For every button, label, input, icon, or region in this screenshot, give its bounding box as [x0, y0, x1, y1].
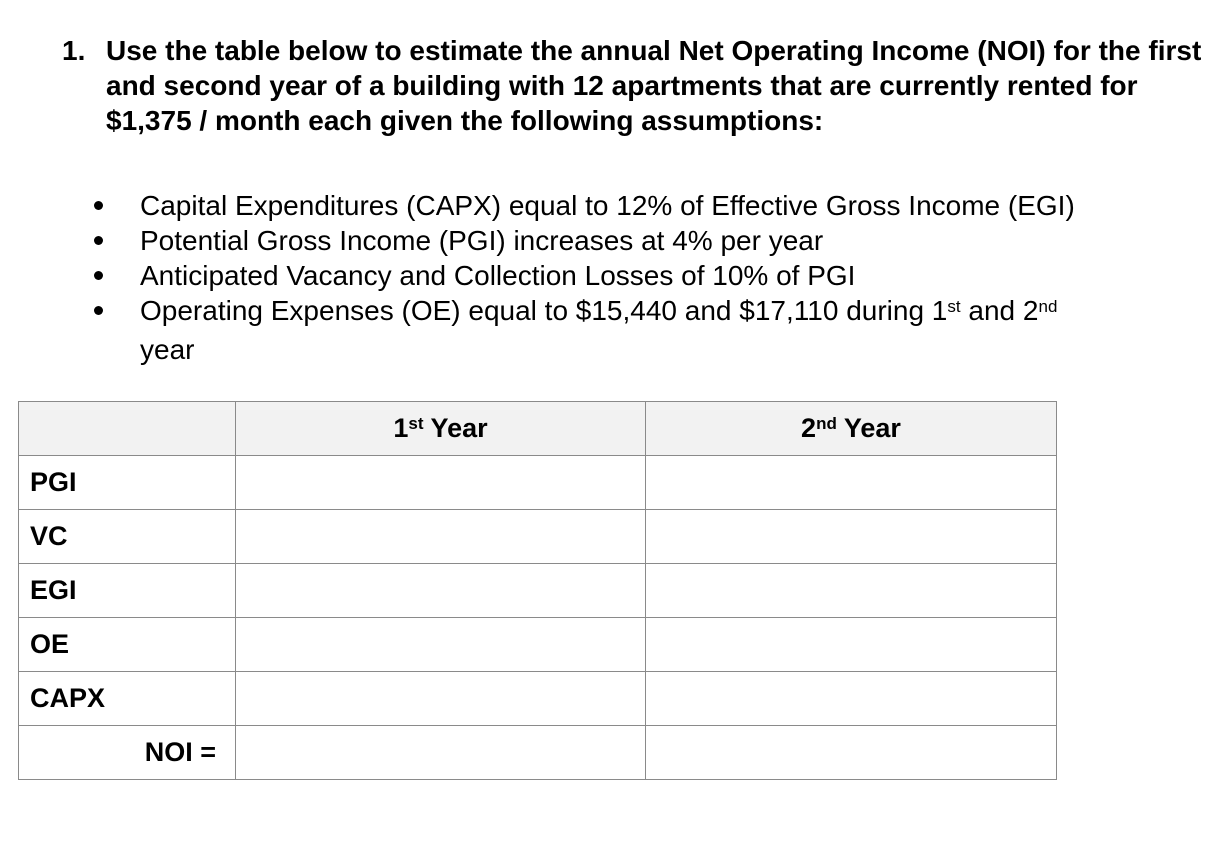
- assumption-pgi: Potential Gross Income (PGI) increases at 4% per year: [140, 225, 824, 256]
- cell-egi-year-1[interactable]: [236, 564, 646, 618]
- noi-table: [18, 401, 1057, 780]
- row-label-capx: CAPX: [19, 672, 236, 726]
- header-year-2-sup: nd: [816, 414, 837, 433]
- table-row: [19, 510, 1057, 564]
- assumption-item: [92, 293, 1192, 367]
- cell-oe-year-1[interactable]: [236, 618, 646, 672]
- assumption-capx: Capital Expenditures (CAPX) equal to 12% of Effective Gross Income (EGI): [140, 190, 1075, 221]
- assumption-item: [92, 223, 1192, 258]
- cell-oe-year-2[interactable]: [646, 618, 1057, 672]
- table-header-row: [19, 402, 1057, 456]
- cell-pgi-year-1[interactable]: [236, 456, 646, 510]
- cell-pgi-year-2[interactable]: [646, 456, 1057, 510]
- header-year-1-sup: st: [408, 414, 424, 433]
- assumptions-list: [92, 188, 1192, 367]
- bullet-icon: [94, 271, 103, 280]
- question: [62, 33, 1202, 138]
- assumption-oe-b: and 2: [960, 295, 1039, 326]
- row-label-noi: NOI =: [19, 726, 236, 780]
- question-number: 1.: [62, 35, 86, 66]
- cell-vc-year-2[interactable]: [646, 510, 1057, 564]
- row-label-oe: OE: [19, 618, 236, 672]
- bullet-icon: [94, 306, 103, 315]
- assumption-oe-sup-b: nd: [1038, 297, 1058, 316]
- header-year-2: [646, 402, 1057, 456]
- cell-capx-year-1[interactable]: [236, 672, 646, 726]
- cell-noi-year-2[interactable]: [646, 726, 1057, 780]
- bullet-icon: [94, 236, 103, 245]
- cell-vc-year-1[interactable]: [236, 510, 646, 564]
- row-label-egi: EGI: [19, 564, 236, 618]
- question-text: Use the table below to estimate the annual Net Operating Income (NOI) for the first and second year of a building with 12 apartments that are currently rented for $1,375 / month each given the following assumptions:: [106, 35, 1202, 136]
- cell-noi-year-1[interactable]: [236, 726, 646, 780]
- bullet-icon: [94, 201, 103, 210]
- header-year-1-word: Year: [423, 413, 488, 443]
- assumption-oe-a: Operating Expenses (OE) equal to $15,440 and $17,110 during 1: [140, 295, 948, 326]
- header-year-2-num: 2: [801, 413, 817, 443]
- assumption-item: [92, 188, 1192, 223]
- table-row: [19, 618, 1057, 672]
- assumption-vacancy: Anticipated Vacancy and Collection Losses of 10% of PGI: [140, 260, 856, 291]
- cell-egi-year-2[interactable]: [646, 564, 1057, 618]
- table-row: [19, 726, 1057, 780]
- header-empty-cell: [19, 402, 236, 456]
- header-year-1-num: 1: [393, 413, 409, 443]
- table-row: [19, 672, 1057, 726]
- header-year-1: [236, 402, 646, 456]
- header-year-2-word: Year: [836, 413, 901, 443]
- assumption-item: [92, 258, 1192, 293]
- row-label-pgi: PGI: [19, 456, 236, 510]
- assumption-oe-sup-a: st: [947, 297, 961, 316]
- cell-capx-year-2[interactable]: [646, 672, 1057, 726]
- assumption-oe-c: year: [140, 334, 195, 365]
- table-row: [19, 564, 1057, 618]
- row-label-vc: VC: [19, 510, 236, 564]
- table-row: [19, 456, 1057, 510]
